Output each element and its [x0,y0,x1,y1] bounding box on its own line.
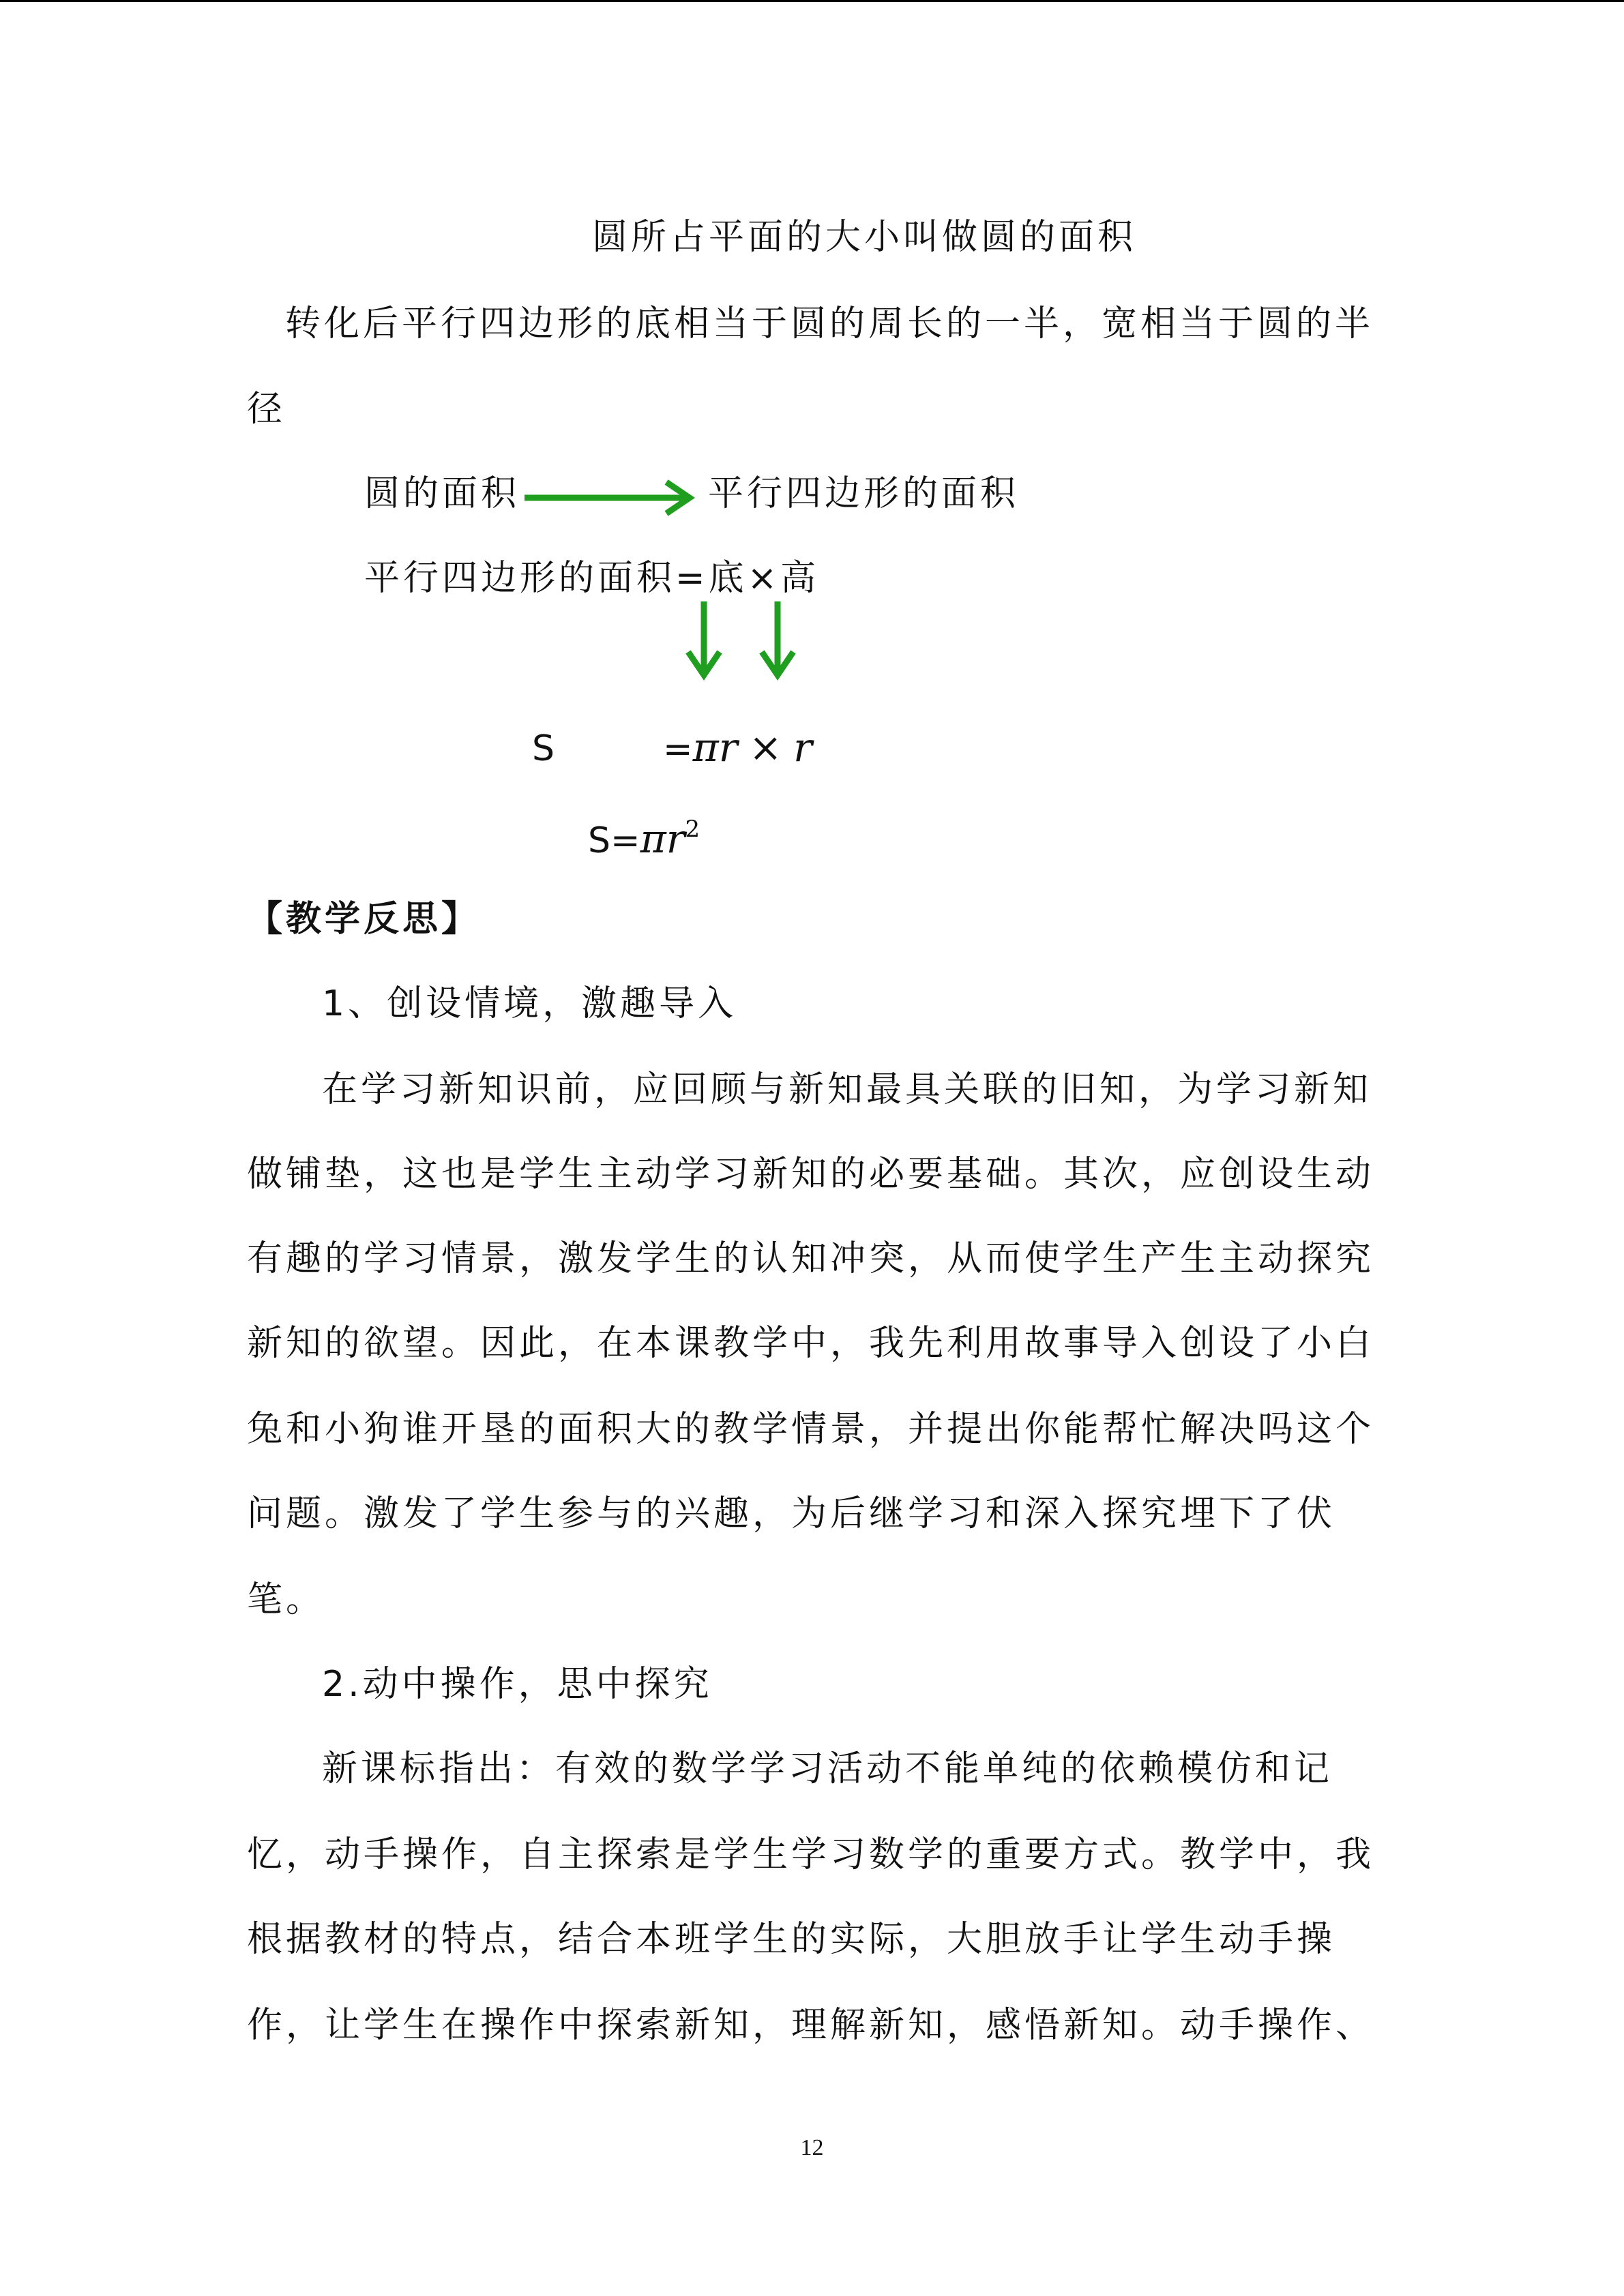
final-prefix: S= [588,820,640,861]
transform-line-1: 转化后平行四边形的底相当于圆的周长的一半，宽相当于圆的半 [285,303,1374,344]
final-exponent: 2 [685,816,700,843]
parallelogram-formula: 平行四边形的面积=底×高 [364,558,820,599]
page-top-border [0,0,1624,2]
paragraph-2-line: 作，让学生在操作中探索新知，理解新知，感悟新知。动手操作、 [247,2005,1375,2046]
point-2-title: 2.动中操作，思中探究 [322,1664,713,1705]
point-1-title: 1、创设情境，激趣导入 [322,983,737,1024]
times-sign: × [748,724,782,771]
down-arrow-icon [686,600,722,682]
paragraph-1-line: 有趣的学习情景，激发学生的认知冲突，从而使学生产生主动探究 [247,1238,1375,1279]
transform-line-2: 径 [247,389,286,430]
paragraph-1-line: 兔和小狗谁开垦的面积大的教学情景，并提出你能帮忙解决吗这个 [247,1409,1375,1450]
paragraph-1-line: 问题。激发了学生参与的兴趣，为后继学习和深入探究埋下了伏 [247,1493,1336,1534]
paragraph-1-line: 在学习新知识前，应回顾与新知最具关联的旧知，为学习新知 [322,1069,1372,1110]
final-formula [588,818,700,861]
paragraph-1-line: 笔。 [247,1579,325,1620]
pi-r-term: πr [692,724,738,771]
page-number: 12 [800,2135,824,2160]
r-term: r [793,724,812,771]
paragraph-2-line: 根据教材的特点，结合本班学生的实际，大胆放手让学生动手操 [247,1919,1336,1960]
paragraph-2-line: 新课标指出：有效的数学学习活动不能单纯的依赖模仿和记 [322,1748,1333,1789]
final-pi-r: πr [640,816,685,862]
paragraph-2-line: 忆，动手操作，自主探索是学生学习数学的重要方式。教学中，我 [247,1834,1375,1875]
right-arrow-icon [522,479,700,516]
diagram-from-label: 圆的面积 [364,473,520,514]
paragraph-1-line: 做铺垫，这也是学生主动学习新知的必要基础。其次，应创设生动 [247,1154,1375,1195]
section-heading: 【教学反思】 [247,899,481,940]
paragraph-1-line: 新知的欲望。因此，在本课教学中，我先利用故事导入创设了小白 [247,1323,1375,1364]
s-label: S [532,728,559,769]
area-expression [663,724,812,771]
equals-sign: = [663,729,693,770]
diagram-to-label: 平行四边形的面积 [708,473,1020,514]
down-arrow-icon [760,600,795,682]
definition-line: 圆所占平面的大小叫做圆的面积 [592,217,1137,258]
